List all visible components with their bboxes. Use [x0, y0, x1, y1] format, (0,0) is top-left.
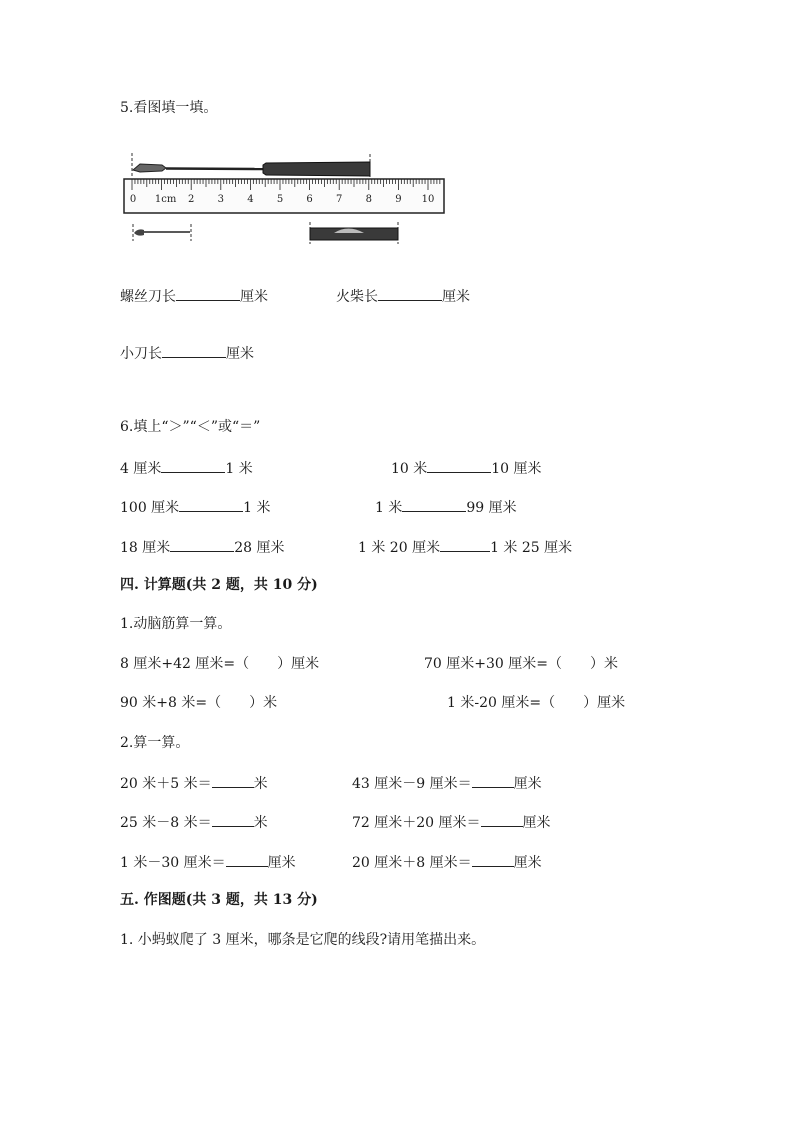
arith-unit: 厘米 [267, 855, 296, 871]
compare-blank[interactable] [427, 458, 491, 473]
ruler-tick-label: 5 [276, 194, 284, 205]
match-unit: 厘米 [442, 289, 470, 305]
compare-blank[interactable] [440, 537, 490, 552]
arith-blank[interactable] [212, 812, 254, 827]
arith-expression: 43 厘米－9 厘米＝ [352, 776, 472, 792]
match-length-question [336, 286, 470, 306]
arith-unit: 厘米 [522, 815, 551, 831]
compare-blank[interactable] [161, 458, 225, 473]
ruler-tick-label: 2 [188, 194, 195, 205]
match-label: 火柴长 [336, 289, 378, 305]
arith-blank[interactable] [481, 812, 523, 827]
compare-blank[interactable] [402, 497, 466, 512]
section-4-q1-title: 1.动脑筋算一算。 [120, 616, 232, 632]
ruler-tick-label: 10 [421, 194, 435, 205]
ruler-tick-label: 6 [306, 194, 313, 205]
compare-term: 1 米 [225, 461, 253, 477]
calc-item[interactable]: 8 厘米+42 厘米=（ ）厘米 [120, 656, 320, 672]
compare-row-3-left [120, 537, 285, 557]
calc-item[interactable]: 70 厘米+30 厘米=（ ）米 [424, 656, 618, 672]
screwdriver-answer-blank[interactable] [176, 286, 240, 301]
arith-expression: 72 厘米＋20 厘米＝ [352, 815, 481, 831]
ruler-tick-label: 0 [129, 194, 137, 205]
compare-term: 18 厘米 [120, 540, 171, 556]
compare-term: 28 厘米 [234, 540, 285, 556]
ruler-tick-label: 3 [217, 194, 224, 205]
compare-row-1-left [120, 458, 253, 478]
arith-expression: 1 米－30 厘米＝ [120, 855, 226, 871]
question-6-title: 6.填上“＞”“＜”或“＝” [120, 419, 261, 435]
knife-length-question [120, 343, 254, 363]
ruler-tick-label: 8 [365, 194, 372, 205]
ruler-tick-label: 9 [395, 194, 402, 205]
knife-unit: 厘米 [226, 346, 254, 362]
arith-blank[interactable] [226, 852, 268, 867]
compare-term: 10 米 [391, 461, 428, 477]
ruler-tick-label: 7 [336, 194, 343, 205]
compare-term: 99 厘米 [466, 500, 517, 516]
ruler [124, 179, 444, 213]
compare-term: 100 厘米 [120, 500, 180, 516]
compare-row-2-left [120, 497, 271, 517]
compare-term: 10 厘米 [491, 461, 542, 477]
calc-item[interactable]: 1 米-20 厘米=（ ）厘米 [447, 695, 626, 711]
section-4-title: 四. 计算题(共 2 题，共 10 分) [120, 577, 318, 593]
arith-expression: 20 米＋5 米＝ [120, 776, 212, 792]
arith-item [352, 812, 551, 832]
knife-answer-blank[interactable] [162, 343, 226, 358]
compare-term: 1 米 [243, 500, 271, 516]
arith-unit: 厘米 [513, 855, 542, 871]
calc-item[interactable]: 90 米+8 米=（ ）米 [120, 695, 278, 711]
arith-item [352, 852, 542, 872]
section-5-title: 五. 作图题(共 3 题，共 13 分) [120, 892, 318, 908]
arith-blank[interactable] [472, 773, 514, 788]
section-5-q1-text: 1. 小蚂蚁爬了 3 厘米，哪条是它爬的线段?请用笔描出来。 [120, 932, 486, 948]
arith-item [352, 773, 542, 793]
arith-unit: 厘米 [513, 776, 542, 792]
arith-unit: 米 [253, 815, 268, 831]
ruler-tick-label: 1cm [154, 194, 177, 205]
arith-item [120, 773, 268, 793]
arith-expression: 25 米－8 米＝ [120, 815, 212, 831]
match-image [310, 222, 398, 244]
knife-label: 小刀长 [120, 346, 162, 362]
arith-unit: 米 [253, 776, 268, 792]
screwdriver-label: 螺丝刀长 [120, 289, 176, 305]
knife-image [133, 224, 191, 241]
compare-term: 1 米 25 厘米 [490, 540, 573, 556]
compare-row-2-right [375, 497, 517, 517]
screwdriver-image [132, 153, 370, 180]
compare-row-3-right [358, 537, 572, 557]
compare-term: 4 厘米 [120, 461, 162, 477]
compare-term: 1 米 20 厘米 [358, 540, 441, 556]
question-5-title: 5.看图填一填。 [120, 100, 218, 116]
arith-expression: 20 厘米＋8 厘米＝ [352, 855, 472, 871]
compare-row-1-right [391, 458, 542, 478]
compare-blank[interactable] [170, 537, 234, 552]
compare-term: 1 米 [375, 500, 403, 516]
screwdriver-unit: 厘米 [240, 289, 268, 305]
arith-blank[interactable] [472, 852, 514, 867]
compare-blank[interactable] [179, 497, 243, 512]
ruler-figure [120, 148, 455, 248]
arith-item [120, 852, 296, 872]
arith-blank[interactable] [212, 773, 254, 788]
match-answer-blank[interactable] [378, 286, 442, 301]
section-4-q2-title: 2.算一算。 [120, 735, 190, 751]
ruler-tick-label: 4 [247, 194, 254, 205]
arith-item [120, 812, 268, 832]
screwdriver-length-question [120, 286, 268, 306]
